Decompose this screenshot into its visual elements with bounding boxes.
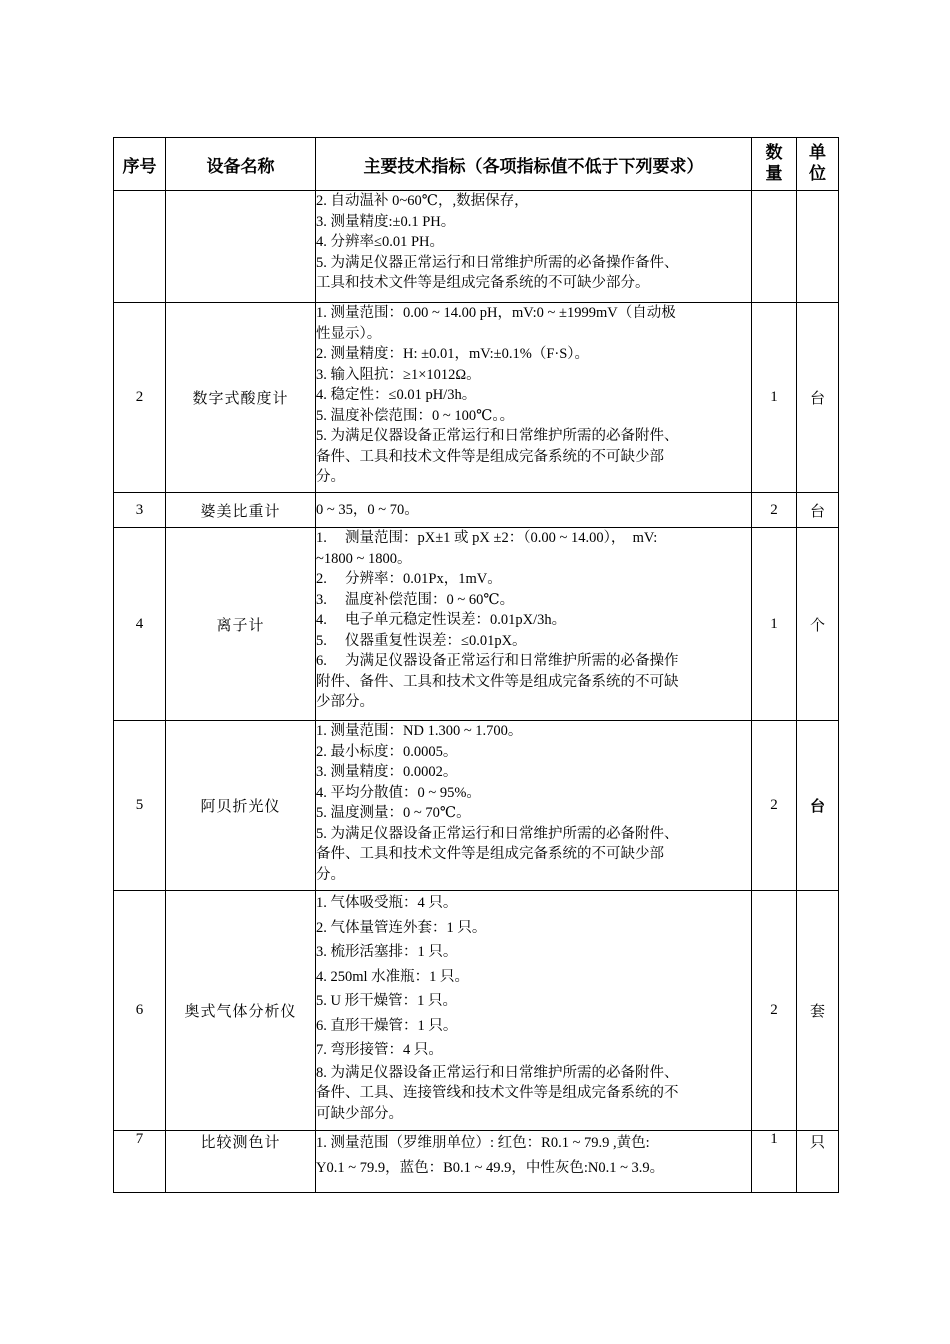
spec-line: 5. U 形干燥管：1 只。	[316, 993, 457, 1009]
header-spec: 主要技术指标（各项指标值不低于下列要求）	[316, 138, 752, 191]
cell-qty: 2	[752, 721, 797, 891]
cell-unit: 个	[797, 528, 839, 721]
spec-line: 1. 测量范围：pX±1 或 pX ±2：（0.00 ~ 14.00）， mV:	[316, 530, 658, 546]
spec-line: 2. 测量精度：H: ±0.01，mV:±0.1%（F·S）。	[316, 346, 590, 362]
cell-spec	[316, 493, 752, 528]
cell-seq: 5	[114, 721, 166, 891]
table-header-row	[114, 138, 839, 191]
spec-line: ~1800 ~ 1800。	[316, 550, 412, 567]
cell-seq	[114, 191, 166, 303]
cell-equipment-name: 数字式酸度计	[166, 303, 316, 493]
cell-spec	[316, 891, 752, 1131]
spec-line: 分。	[316, 866, 345, 883]
spec-line: 6. 直形干燥管：1 只。	[316, 1017, 458, 1034]
spec-line: 5. 温度补偿范围：0 ~ 100℃。。	[316, 407, 515, 424]
spec-line: 2. 分辨率：0.01Px，1mV。	[316, 571, 502, 587]
spec-line: 分。	[316, 469, 345, 485]
spec-line: 5. 为满足仪器设备正常运行和日常维护所需的必备附件、	[316, 428, 679, 444]
cell-qty: 1	[752, 528, 797, 721]
cell-spec	[316, 721, 752, 891]
cell-qty: 2	[752, 493, 797, 528]
spec-line: 4. 稳定性：≤0.01 pH/3h。	[316, 387, 477, 403]
spec-line: 3. 梳形活塞排：1 只。	[316, 944, 458, 960]
cell-qty: 1	[752, 1131, 797, 1193]
spec-line: 备件、工具、连接管线和技术文件等是组成完备系统的不	[316, 1085, 679, 1101]
table-row	[114, 493, 839, 528]
cell-qty: 1	[752, 303, 797, 493]
cell-equipment-name: 婆美比重计	[166, 493, 316, 528]
spec-line: 8. 为满足仪器设备正常运行和日常维护所需的必备附件、	[316, 1064, 679, 1081]
spec-line: 2. 自动温补 0~60℃，,数据保存，	[316, 193, 529, 209]
cell-qty: 2	[752, 891, 797, 1131]
spec-line: 工具和技术文件等是组成完备系统的不可缺少部分。	[316, 275, 650, 291]
cell-spec	[316, 1131, 752, 1193]
header-unit-text: 单 位	[809, 143, 826, 184]
table-row	[114, 191, 839, 303]
cell-seq: 3	[114, 493, 166, 528]
header-qty	[752, 138, 797, 191]
header-qty-text: 数 量	[765, 143, 783, 184]
table-row	[114, 303, 839, 493]
cell-seq: 6	[114, 891, 166, 1131]
spec-line: 附件、备件、工具和技术文件等是组成完备系统的不可缺	[316, 673, 679, 690]
spec-line: 3. 测量精度：0.0002。	[316, 764, 458, 780]
spec-line: 1. 测量范围：ND 1.300 ~ 1.700。	[316, 723, 523, 739]
spec-line: 4. 分辨率≤0.01 PH。	[316, 234, 444, 250]
spec-line: 4. 平均分散值：0 ~ 95%。	[316, 784, 481, 801]
table-row	[114, 891, 839, 1131]
cell-unit	[797, 191, 839, 303]
cell-spec	[316, 303, 752, 493]
cell-seq: 2	[114, 303, 166, 493]
spec-line: 7. 弯形接管：4 只。	[316, 1042, 443, 1058]
spec-line: 性显示）。	[316, 325, 382, 342]
spec-line: 2. 最小标度：0.0005。	[316, 743, 458, 760]
spec-line: 1. 测量范围（罗维朋单位）: 红色：R0.1 ~ 79.9 ,黄色:	[316, 1135, 650, 1151]
cell-seq: 7	[114, 1131, 166, 1193]
equipment-spec-table	[113, 137, 839, 1193]
spec-line: 0 ~ 35，0 ~ 70。	[316, 501, 419, 518]
spec-line: 可缺少部分。	[316, 1105, 403, 1122]
spec-line: 3. 输入阻抗：≥1×1012Ω。	[316, 366, 481, 383]
table-row	[114, 1131, 839, 1193]
cell-unit: 台	[797, 721, 839, 891]
cell-unit: 只	[797, 1131, 839, 1193]
cell-equipment-name: 比较测色计	[166, 1131, 316, 1193]
spec-line: 3. 测量精度:±0.1 PH。	[316, 213, 456, 230]
spec-line: Y0.1 ~ 79.9，蓝色：B0.1 ~ 49.9，中性灰色:N0.1 ~ 3.9。	[316, 1160, 665, 1176]
header-unit	[797, 138, 839, 191]
spec-line: 4. 250ml 水准瓶：1 只。	[316, 968, 470, 985]
cell-spec	[316, 191, 752, 303]
spec-line: 1. 测量范围：0.00 ~ 14.00 pH，mV:0 ~ ±1999mV（自动极	[316, 305, 676, 321]
cell-equipment-name: 阿贝折光仪	[166, 721, 316, 891]
cell-equipment-name: 奥式气体分析仪	[166, 891, 316, 1131]
table-row	[114, 721, 839, 891]
spec-line: 少部分。	[316, 694, 374, 710]
spec-line: 备件、工具和技术文件等是组成完备系统的不可缺少部	[316, 448, 664, 465]
spec-line: 5. 温度测量：0 ~ 70℃。	[316, 805, 471, 821]
cell-unit: 套	[797, 891, 839, 1131]
cell-qty	[752, 191, 797, 303]
spec-line: 4. 电子单元稳定性误差：0.01pX/3h。	[316, 612, 567, 628]
cell-equipment-name	[166, 191, 316, 303]
cell-unit: 台	[797, 303, 839, 493]
header-seq: 序号	[114, 138, 166, 191]
spec-line: 5. 为满足仪器正常运行和日常维护所需的必备操作备件、	[316, 254, 679, 271]
spec-line: 5. 为满足仪器设备正常运行和日常维护所需的必备附件、	[316, 825, 679, 842]
spec-line: 5. 仪器重复性误差：≤0.01pX。	[316, 632, 527, 649]
cell-spec	[316, 528, 752, 721]
spec-line: 3. 温度补偿范围：0 ~ 60℃。	[316, 591, 515, 608]
cell-seq: 4	[114, 528, 166, 721]
spec-line: 备件、工具和技术文件等是组成完备系统的不可缺少部	[316, 846, 664, 862]
header-name: 设备名称	[166, 138, 316, 191]
table-row	[114, 528, 839, 721]
spec-line: 2. 气体量管连外套：1 只。	[316, 919, 487, 936]
spec-line: 1. 气体吸受瓶：4 只。	[316, 895, 458, 911]
cell-unit: 台	[797, 493, 839, 528]
spec-line: 6. 为满足仪器设备正常运行和日常维护所需的必备操作	[316, 653, 679, 669]
cell-equipment-name: 离子计	[166, 528, 316, 721]
